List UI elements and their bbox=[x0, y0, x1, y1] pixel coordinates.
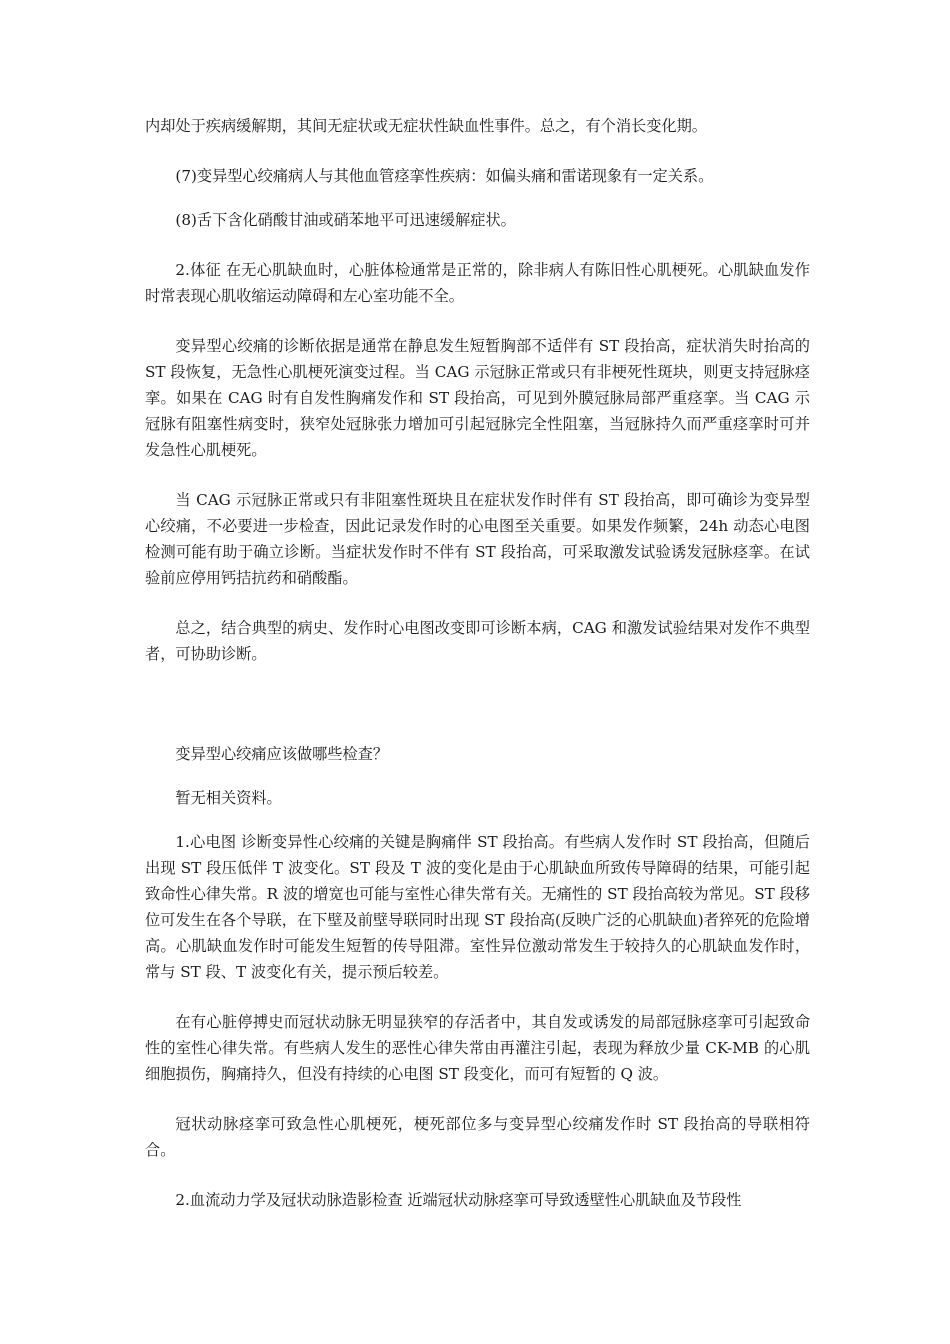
paragraph-signs: 2.体征 在无心肌缺血时，心脏体检通常是正常的，除非病人有陈旧性心肌梗死。心肌缺血发作时常表现心肌收缩运动障碍和左心室功能不全。 bbox=[145, 261, 810, 305]
section-gap bbox=[145, 691, 810, 741]
paragraph-cardiac-arrest: 在有心脏停搏史而冠状动脉无明显狭窄的存活者中，其自发或诱发的局部冠脉痉挛可引起致命性的室性心律失常。有些病人发生的恶性心律失常由再灌注引起，表现为释放少量 CK-MB 的心肌细胞损伤，胸痛持久，但没有持续的心电图 ST 段变化，而可有短暂的 Q 波。 bbox=[145, 1013, 810, 1083]
paragraph-infarction: 冠状动脉痉挛可致急性心肌梗死，梗死部位多与变异型心绞痛发作时 ST 段抬高的导联相符合。 bbox=[145, 1115, 810, 1159]
paragraph-item-8: (8)舌下含化硝酸甘油或硝苯地平可迅速缓解症状。 bbox=[175, 211, 516, 229]
paragraph-no-data: 暂无相关资料。 bbox=[175, 789, 282, 807]
paragraph-hemodynamics: 2.血流动力学及冠状动脉造影检查 近端冠状动脉痉挛可导致透壁性心肌缺血及节段性 bbox=[175, 1191, 742, 1209]
document-body bbox=[145, 113, 810, 1237]
paragraph-ecg: 1.心电图 诊断变异性心绞痛的关键是胸痛伴 ST 段抬高。有些病人发作时 ST 段抬高，但随后出现 ST 段压低伴 T 波变化。ST 段及 T 波的变化是由于心肌缺血所致传导障碍的结果，可能引起致命性心律失常。R 波的增宽也可能与室性心律失常有关。无痛性的 ST 段抬高较为常见。ST 段移位可发生在各个导联，在下壁及前壁导联同时出现 ST 段抬高(反映广泛的心肌缺血)者猝死的危险增高。心肌缺血发作时可能发生短暂的传导阻滞。室性异位激动常发生于较持久的心肌缺血发作时，常与 ST 段、T 波变化有关，提示预后较差。 bbox=[145, 833, 810, 981]
paragraph-cag-diagnosis: 当 CAG 示冠脉正常或只有非阻塞性斑块且在症状发作时伴有 ST 段抬高，即可确诊为变异型心绞痛，不必要进一步检查，因此记录发作时的心电图至关重要。如果发作频繁，24h 动态心电图检测可能有助于确立诊断。当症状发作时不伴有 ST 段抬高，可采取激发试验诱发冠脉痉挛。在试验前应停用钙拮抗药和硝酸酯。 bbox=[145, 491, 810, 587]
section-heading: 变异型心绞痛应该做哪些检查？ bbox=[175, 745, 389, 763]
paragraph-continuation: 内却处于疾病缓解期，其间无症状或无症状性缺血性事件。总之，有个消长变化期。 bbox=[145, 117, 707, 135]
paragraph-item-7: (7)变异型心绞痛病人与其他血管痉挛性疾病：如偏头痛和雷诺现象有一定关系。 bbox=[175, 167, 714, 185]
paragraph-summary: 总之，结合典型的病史、发作时心电图改变即可诊断本病，CAG 和激发试验结果对发作不典型者，可协助诊断。 bbox=[145, 619, 810, 663]
paragraph-diagnosis-basis: 变异型心绞痛的诊断依据是通常在静息发生短暂胸部不适伴有 ST 段抬高，症状消失时抬高的 ST 段恢复，无急性心肌梗死演变过程。当 CAG 示冠脉正常或只有非梗死性斑块，则更支持冠脉痉挛。如果在 CAG 时有自发性胸痛发作和 ST 段抬高，可见到外膜冠脉局部严重痉挛。当 CAG 示冠脉有阻塞性病变时，狭窄处冠脉张力增加可引起冠脉完全性阻塞，当冠脉持久而严重痉挛时可并发急性心肌梗死。 bbox=[145, 337, 810, 459]
